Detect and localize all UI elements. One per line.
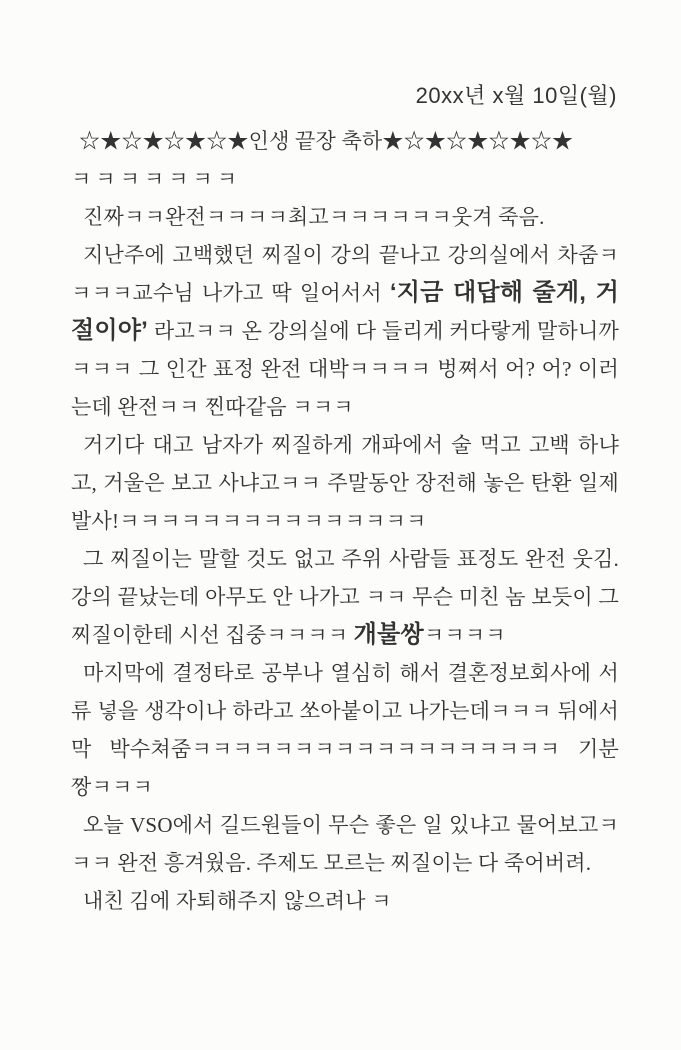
text-segment: ㅋㅋㅋㅋ <box>423 623 506 647</box>
emphasized-quote: ‘지금 대답해 줄게, 거절이야’ <box>71 279 619 344</box>
text-segment: 지난주에 고백했던 찌질이 강의 끝나고 강의실에서 차줌ㅋㅋㅋㅋ교수님 나가고 딱 일어서서 <box>71 243 619 305</box>
paragraph-6 <box>71 806 619 882</box>
text-segment: 내친 김에 자퇴해주지 않으려나 ㅋ <box>83 889 392 913</box>
paragraph-3 <box>71 426 619 540</box>
paragraph-7 <box>71 882 619 920</box>
paragraph-4 <box>71 540 619 654</box>
paragraph-2 <box>71 236 619 426</box>
diary-date: 20xx년 x월 10일(월) <box>415 83 617 108</box>
text-segment: 오늘 VSO에서 길드원들이 무슨 좋은 일 있냐고 물어보고ㅋㅋㅋ 완전 흥겨웠음. 주제도 모르는 찌질이는 다 죽어버려. <box>71 813 619 875</box>
text-segment: 마지막에 결정타로 공부나 열심히 해서 결혼정보회사에 서류 넣을 생각이나 하라고 쏘아붙이고 나가는데ㅋㅋㅋ 뒤에서 막 박수쳐줌ㅋㅋㅋㅋㅋㅋㅋㅋㅋㅋㅋㅋㅋㅋㅋㅋㅋㅋ 기분 짱ㅋㅋㅋ <box>71 661 619 799</box>
celebration-banner: ☆★☆★☆★☆★인생 끝장 축하★☆★☆★☆★☆★ <box>79 129 574 153</box>
text-segment: 거기다 대고 남자가 찌질하게 개파에서 술 먹고 고백 하냐고, 거울은 보고 사냐고ㅋㅋ 주말동안 장전해 놓은 탄환 일제 발사!ㅋㅋㅋㅋㅋㅋㅋㅋㅋㅋㅋㅋㅋㅋㅋ <box>71 433 619 533</box>
text-segment: 진짜ㅋㅋ완전ㅋㅋㅋㅋ최고ㅋㅋㅋㅋㅋㅋ웃겨 죽음. <box>83 205 545 229</box>
laugh-line: ㅋㅋㅋㅋㅋㅋㅋ <box>71 167 242 191</box>
emphasized-word: 개불쌍 <box>353 621 424 648</box>
paragraph-5 <box>71 654 619 806</box>
text-segment: 라고ㅋㅋ 온 강의실에 다 들리게 커다랗게 말하니까ㅋㅋㅋ 그 인간 표정 완전 대박ㅋㅋㅋㅋ 벙쪄서 어? 어? 이러는데 완전ㅋㅋ 찐따같음 ㅋㅋㅋ <box>71 319 619 419</box>
paragraph-1 <box>71 198 619 236</box>
text-segment: 그 찌질이는 말할 것도 없고 주위 사람들 표정도 완전 웃김. 강의 끝났는데 아무도 안 나가고 ㅋㅋ 무슨 미친 놈 보듯이 그 찌질이한테 시선 집중ㅋㅋㅋㅋ <box>71 547 619 647</box>
